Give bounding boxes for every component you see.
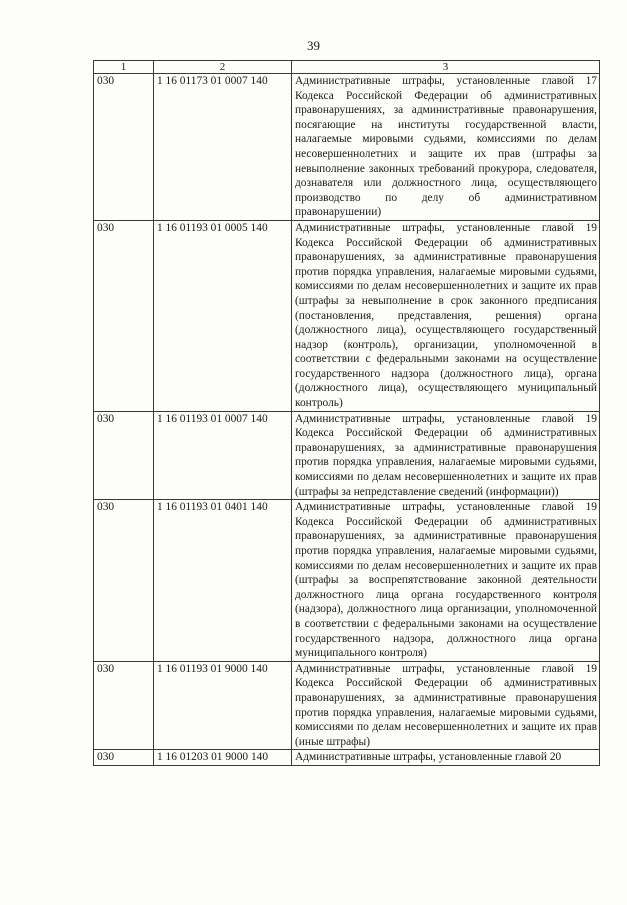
- description-cell: Административные штрафы, установленные главой 19 Кодекса Российской Федерации об административных правонарушениях, за административные правонарушения против порядка управления, налагаемые мировыми судьями, комиссиями по делам несовершеннолетних и защите их прав (штрафы за воспрепятствование законной деятельности должностного лица органа государственного контроля (надзора), должностного лица организации, уполномоченной в соответствии с федеральными законами на осуществление государственного надзора, должностного лица органа муниципального контроля): [292, 500, 600, 662]
- table-row: [94, 74, 600, 221]
- budget-code-cell: 1 16 01193 01 0007 140: [154, 411, 292, 500]
- column-header-1: 1: [94, 61, 154, 74]
- column-header-3: 3: [292, 61, 600, 74]
- admin-code-cell: 030: [94, 220, 154, 411]
- table-row: [94, 500, 600, 662]
- description-cell: Административные штрафы, установленные главой 17 Кодекса Российской Федерации об административных правонарушениях, за административные правонарушения, посягающие на институты государственной власти, налагаемые мировыми судьями, комиссиями по делам несовершеннолетних и защите их прав (штрафы за невыполнение законных требований прокурора, следователя, дознавателя или должностного лица, осуществляющего производство по делу об административном правонарушении): [292, 74, 600, 221]
- admin-code-cell: 030: [94, 74, 154, 221]
- budget-code-cell: 1 16 01173 01 0007 140: [154, 74, 292, 221]
- budget-code-cell: 1 16 01193 01 0401 140: [154, 500, 292, 662]
- admin-code-cell: 030: [94, 500, 154, 662]
- budget-code-cell: 1 16 01193 01 9000 140: [154, 661, 292, 750]
- description-cell: Административные штрафы, установленные главой 19 Кодекса Российской Федерации об административных правонарушениях, за административные правонарушения против порядка управления, налагаемые мировыми судьями, комиссиями по делам несовершеннолетних и защите их прав (иные штрафы): [292, 661, 600, 750]
- budget-code-cell: 1 16 01193 01 0005 140: [154, 220, 292, 411]
- table-header-row: [94, 61, 600, 74]
- column-header-2: 2: [154, 61, 292, 74]
- table-row: [94, 411, 600, 500]
- budget-codes-table: [93, 60, 600, 766]
- admin-code-cell: 030: [94, 750, 154, 766]
- budget-code-cell: 1 16 01203 01 9000 140: [154, 750, 292, 766]
- description-cell: Административные штрафы, установленные главой 19 Кодекса Российской Федерации об административных правонарушениях, за административные правонарушения против порядка управления, налагаемые мировыми судьями, комиссиями по делам несовершеннолетних и защите их прав (штрафы за невыполнение в срок законного предписания (постановления, представления, решения) органа (должностного лица), осуществляющего государственный надзор (контроль), организации, уполномоченной в соответствии с федеральными законами на осуществление государственного надзора (должностного лица), органа (должностного лица), осуществляющего муниципальный контроль): [292, 220, 600, 411]
- table-row: [94, 750, 600, 766]
- page-number: 39: [307, 38, 320, 53]
- table-row: [94, 661, 600, 750]
- description-cell: Административные штрафы, установленные главой 19 Кодекса Российской Федерации об административных правонарушениях, за административные правонарушения против порядка управления, налагаемые мировыми судьями, комиссиями по делам несовершеннолетних и защите их прав (штрафы за непредставление сведений (информации)): [292, 411, 600, 500]
- table-row: [94, 220, 600, 411]
- admin-code-cell: 030: [94, 411, 154, 500]
- description-cell: Административные штрафы, установленные главой 20: [292, 750, 600, 766]
- admin-code-cell: 030: [94, 661, 154, 750]
